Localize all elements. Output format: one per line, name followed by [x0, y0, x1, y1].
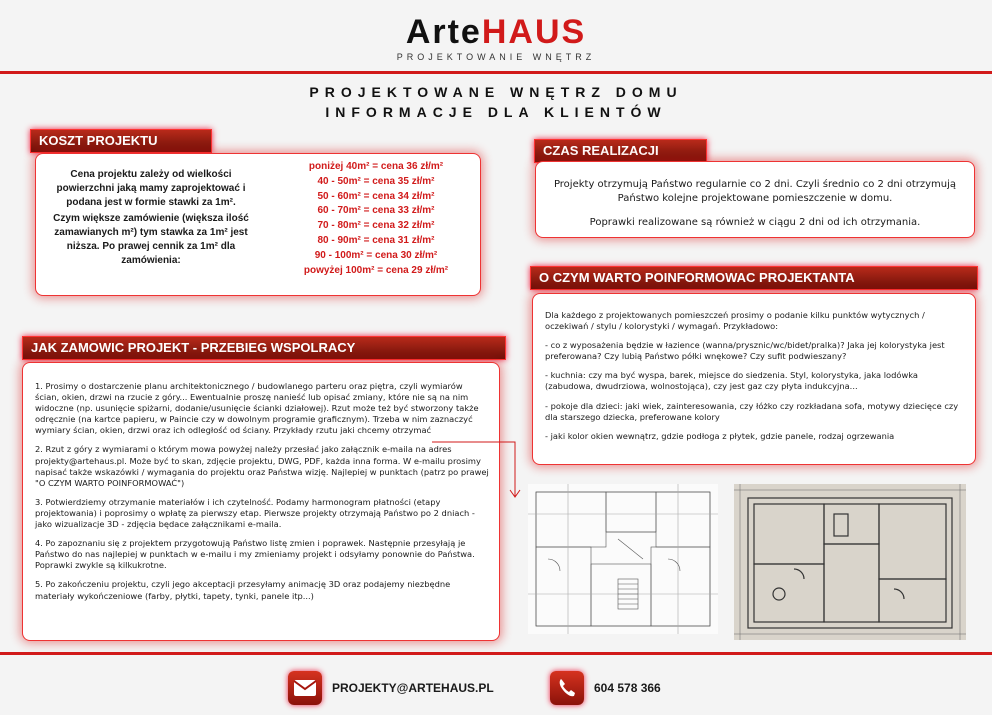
price-row: 80 - 90m² = cena 31 zł/m² — [317, 234, 435, 246]
phone-icon — [550, 671, 584, 705]
price-row: 90 - 100m² = cena 30 zł/m² — [314, 249, 438, 261]
floor-plan-drawing — [528, 484, 718, 634]
czas-p1: Projekty otrzymują Państwo regularnie co 2 dni. Czyli średnio co 2 dni otrzymują Państwo kolejne projektowane pomieszczenie w domu. — [553, 179, 957, 204]
price-row: 60 - 70m² = cena 33 zł/m² — [317, 205, 435, 217]
title-line-1: PROJEKTOWANE WNĘTRZ DOMU — [309, 84, 683, 100]
title-line-2: INFORMACJE DLA KLIENTÓW — [325, 104, 667, 120]
bottom-divider — [0, 652, 992, 655]
envelope-icon — [288, 671, 322, 705]
jak-header: JAK ZAMOWIC PROJEKT - PRZEBIEG WSPOLRACY — [22, 336, 506, 360]
informowac-header: O CZYM WARTO POINFORMOWAC PROJEKTANTA — [530, 266, 978, 290]
czas-p2: Poprawki realizowane są również w ciągu 2 dni od ich otrzymania. — [589, 217, 921, 228]
koszt-header: KOSZT PROJEKTU — [30, 129, 212, 153]
logo-arte: Arte — [405, 13, 482, 51]
informowac-item: - jaki kolor okien wewnątrz, gdzie podłoga z płytek, gdzie panele, rodzaj ogrzewania — [545, 430, 895, 441]
price-row: poniżej 40m² = cena 36 zł/m² — [308, 161, 444, 172]
koszt-desc-2: Czym większe zamówienie (większa ilość zamawianych m²) tym stawka za 1m² jest niższa. Po prawej cennik za 1m² dla zamówienia: — [53, 213, 249, 266]
koszt-desc-1: Cena projektu zależy od wielkości powierzchni jaką mamy zaprojektować i podana jest w formie stawki za 1m². — [56, 169, 246, 208]
price-row: powyżej 100m² = cena 29 zł/m² — [303, 264, 449, 276]
informowac-item: - pokoje dla dzieci: jaki wiek, zainteresowania, czy łóżko czy rozkładana sofa, motywy dziecięce czy dla starszego dziecka, preferowane kolory — [545, 400, 959, 422]
jak-step: 1. Prosimy o dostarczenie planu architektonicznego / budowlanego parteru oraz piętra, czyli wymiarów ścian, okien, drzwi na rzucie z góry... Ewentualnie proszę nanieść lub opisać zmiany, które nie są na nim widoczne (np. usunięcie spiżarni, dodanie/usunięcie ścianki działowej). Rzut może też być stworzony także odręcznie (na kartce papieru, w Paincie czy w dowolnym programie graficznym). Trzeba w nim zaznaczyć wymiary ścian, okien, drzwi oraz ich odległość od ściany. Przykłady rzutu jaki chcemy otrzymać — [35, 381, 479, 436]
informowac-item: - kuchnia: czy ma być wyspa, barek, miejsce do siedzenia. Styl, kolorystyka, jaka lodówka (zabudowa, dwudrziowa, wolnostojąca), czy jest gaz czy płyta indukcyjna... — [545, 370, 918, 392]
floor-plan-photo — [734, 484, 966, 640]
phone-contact[interactable] — [550, 671, 661, 705]
informowac-item: - co z wyposażenia będzie w łazience (wanna/prysznic/wc/bidet/pralka)? Jaka jej kolorystyka jest preferowana? Czy lubią Państwo półki wnękowe? Czy sufit podwieszany? — [545, 340, 945, 362]
jak-step: 5. Po zakończeniu projektu, czyli jego akceptacji przesyłamy animację 3D oraz podajemy niezbędne materiały wykończeniowe (farby, płytki, tapety, tynki, panele itp...) — [35, 579, 451, 601]
phone-text[interactable]: 604 578 366 — [594, 681, 661, 695]
email-contact[interactable] — [288, 671, 494, 705]
logo-subtitle: PROJEKTOWANIE WNĘTRZ — [396, 52, 596, 62]
price-row: 50 - 60m² = cena 34 zł/m² — [317, 190, 435, 202]
jak-step: 3. Potwierdziemy otrzymanie materiałów i ich czytelność. Podamy harmonogram płatności (etapy projektowania) i poprosimy o wpłatę za pierwszy etap. Pierwsze projekty otrzymają Państwo po 2 dniach - jako wizualizacje 3D - zdjęcia będace załącznikami e-maila. — [35, 496, 475, 530]
informowac-item: Dla każdego z projektowanych pomieszczeń prosimy o podanie kilku punktów wytycznych / oczekiwań / stylu / kolorystyki / wymagań. Przykładowo: — [545, 310, 925, 332]
jak-step: 2. Rzut z góry z wymiarami o którym mowa powyżej należy przesłać jako załącznik e-maila na adres projekty@artehaus.pl. Może być to skan, zdjęcie projektu, DWG, PDF, każda inna forma. W e-mailu prosimy napisać także wskazówki / wymagania do projektu oraz Państwa wizję. Najlepiej w punktach (patrz po prawej "O CZYM WARTO POINFORMOWAĆ") — [35, 444, 489, 488]
price-row: 70 - 80m² = cena 32 zł/m² — [317, 220, 435, 232]
logo-haus: HAUS — [481, 13, 587, 51]
jak-step: 4. Po zapoznaniu się z projektem przygotowują Państwo listę zmien i poprawek. Następnie przesyłają je Państwo do nas najlepiej w punktach w e-mailu i my zmieniamy projekt i odsyłamy ponownie do Państwa. Poprawki zwykle są kilkukrotne. — [35, 538, 475, 571]
price-row: 40 - 50m² = cena 35 zł/m² — [317, 175, 435, 187]
email-text[interactable]: PROJEKTY@ARTEHAUS.PL — [332, 681, 494, 695]
czas-header: CZAS REALIZACJI — [534, 139, 707, 163]
